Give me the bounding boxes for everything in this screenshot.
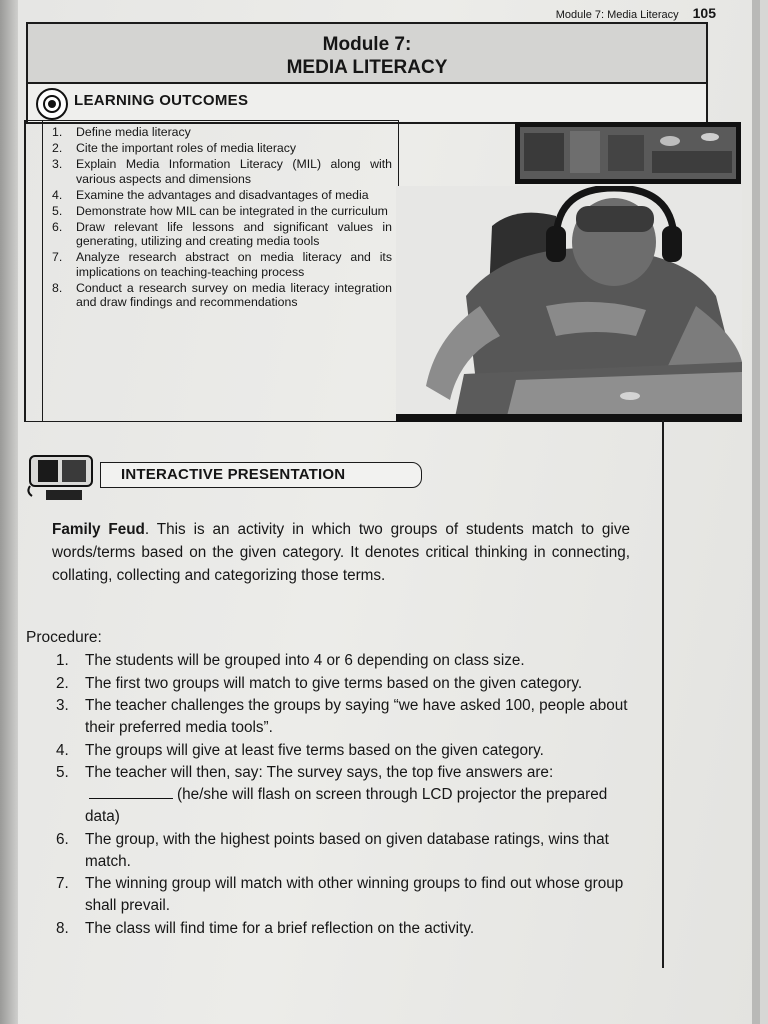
list-item bbox=[52, 204, 392, 219]
list-item bbox=[52, 188, 392, 203]
activity-intro bbox=[52, 518, 630, 587]
procedure-step bbox=[56, 673, 636, 695]
target-icon bbox=[36, 88, 68, 120]
step-number: 5. bbox=[56, 764, 69, 781]
procedure-step bbox=[56, 873, 636, 917]
running-head-title: Module 7: Media Literacy bbox=[555, 9, 679, 21]
activity-name: Family Feud bbox=[52, 521, 145, 538]
framed-picture bbox=[515, 122, 741, 184]
list-item bbox=[52, 157, 392, 186]
list-item bbox=[52, 141, 392, 156]
activity-description: . This is an activity in which two groups of students match to give words/terms based on the given category. It denotes critical thinking in connecting, collating, collecting and categorizing those terms. bbox=[52, 521, 630, 584]
item-text: Demonstrate how MIL can be integrated in the curriculum bbox=[76, 203, 388, 218]
book-binding bbox=[0, 0, 18, 1024]
item-number: 6. bbox=[52, 219, 63, 234]
step-text: The students will be grouped into 4 or 6 depending on class size. bbox=[85, 652, 525, 669]
procedure-step bbox=[56, 740, 636, 762]
procedure-step bbox=[56, 762, 636, 828]
step-text-after-blank: (he/she will flash on screen through LCD projector the prepared data) bbox=[85, 786, 608, 825]
learning-outcomes-header bbox=[26, 82, 708, 124]
module-title-box bbox=[26, 22, 708, 84]
procedure-label: Procedure: bbox=[26, 629, 102, 646]
procedure-step bbox=[56, 918, 636, 940]
step-text: The teacher challenges the groups by saying “we have asked 100, people about their preferred media tools”. bbox=[85, 697, 628, 736]
step-text-before-blank: The teacher will then, say: The survey says, the top five answers are: bbox=[85, 764, 554, 781]
framed-picture-art bbox=[520, 127, 736, 179]
step-text: The groups will give at least five terms based on the given category. bbox=[85, 741, 544, 759]
list-item bbox=[52, 125, 392, 140]
item-number: 3. bbox=[52, 157, 63, 171]
procedure-step bbox=[56, 695, 636, 739]
item-text: Draw relevant life lessons and significant values in generating, utilizing and creating media tools bbox=[76, 219, 392, 248]
module-number: Module 7: bbox=[322, 34, 412, 55]
step-number: 1. bbox=[56, 652, 69, 669]
step-text: The winning group will match with other winning groups to find out whose group shall prevail. bbox=[85, 875, 624, 914]
item-text: Cite the important roles of media literacy bbox=[76, 141, 297, 155]
student-with-headphones-photo bbox=[396, 186, 742, 422]
procedure-step bbox=[56, 829, 636, 873]
item-text: Define media literacy bbox=[76, 125, 191, 139]
item-number: 5. bbox=[52, 203, 63, 218]
column-rule bbox=[662, 420, 664, 968]
learning-outcomes-list bbox=[52, 125, 392, 311]
item-number: 7. bbox=[52, 250, 63, 264]
interactive-presentation-header bbox=[100, 462, 422, 488]
item-text: Analyze research abstract on media literacy and its implications on teaching-teaching process bbox=[76, 250, 392, 279]
page-number: 105 bbox=[692, 5, 716, 21]
procedure-steps bbox=[56, 650, 636, 940]
item-text: Examine the advantages and disadvantages of media bbox=[76, 187, 369, 202]
running-head bbox=[556, 5, 716, 21]
interactive-presentation-heading: INTERACTIVE PRESENTATION bbox=[121, 466, 346, 483]
item-number: 1. bbox=[52, 125, 63, 139]
module-title: MEDIA LITERACY bbox=[286, 57, 448, 78]
presentation-icon bbox=[26, 452, 96, 504]
item-number: 4. bbox=[52, 187, 63, 202]
step-text: The class will find time for a brief reflection on the activity. bbox=[85, 919, 475, 937]
item-number: 8. bbox=[52, 280, 63, 295]
learning-outcomes-box bbox=[24, 120, 399, 422]
box-rule bbox=[42, 121, 43, 421]
step-text: The group, with the highest points based on given database ratings, wins that match. bbox=[85, 830, 609, 870]
step-number: 2. bbox=[56, 674, 69, 692]
step-number: 3. bbox=[56, 697, 69, 714]
step-number: 4. bbox=[56, 741, 69, 759]
list-item bbox=[52, 250, 392, 279]
step-number: 8. bbox=[56, 919, 69, 937]
item-text: Conduct a research survey on media literacy integration and draw findings and recommendations bbox=[76, 280, 392, 309]
item-number: 2. bbox=[52, 141, 63, 155]
list-item bbox=[52, 281, 392, 310]
answer-blank bbox=[89, 784, 173, 799]
step-number: 6. bbox=[56, 830, 69, 848]
step-number: 7. bbox=[56, 875, 69, 892]
step-text: The first two groups will match to give terms based on the given category. bbox=[85, 674, 583, 692]
item-text: Explain Media Information Literacy (MIL) along with various aspects and dimensions bbox=[76, 157, 392, 186]
learning-outcomes-heading: LEARNING OUTCOMES bbox=[74, 92, 249, 109]
procedure-step bbox=[56, 650, 636, 672]
page-edge bbox=[752, 0, 760, 1024]
list-item bbox=[52, 220, 392, 249]
